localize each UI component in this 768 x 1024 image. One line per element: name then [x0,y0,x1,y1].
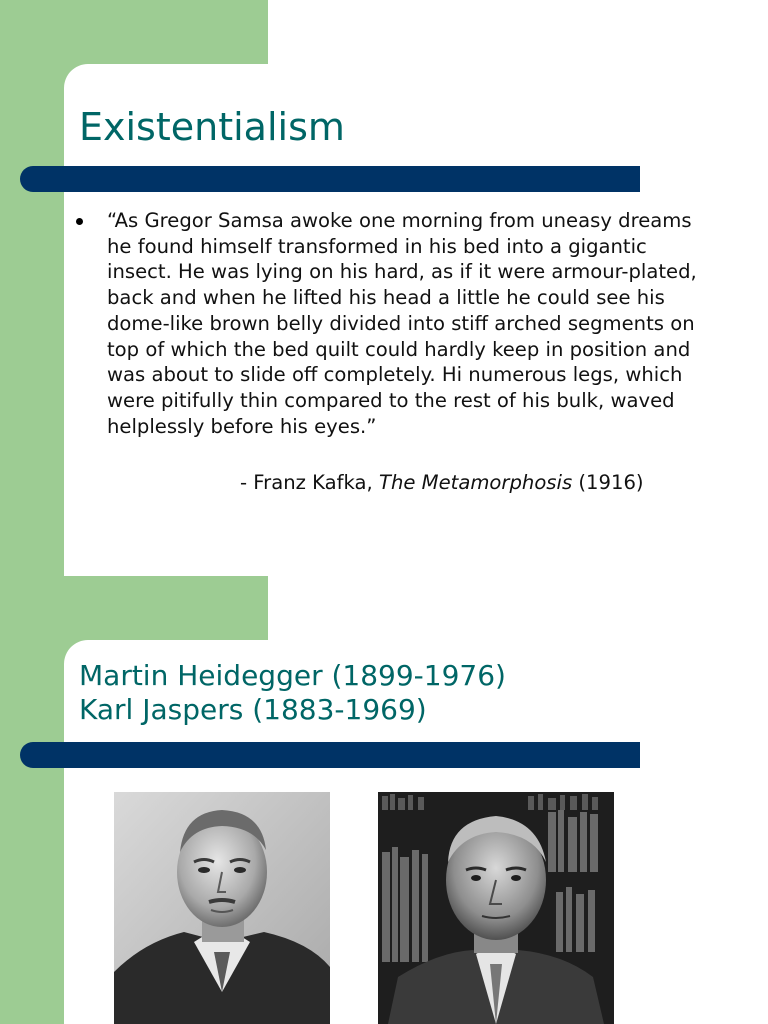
heidegger-photo [114,792,330,1024]
attribution-year: (1916) [572,471,644,494]
title-rule [20,166,640,192]
attribution-work-title: The Metamorphosis [379,471,573,494]
kafka-quote: “As Gregor Samsa awoke one morning from uneasy dreams he found himself transformed in his bed into a gigantic insect. He was lying on his hard, as if it were armour-plated, back and when he lifted his head a little he could see his dome-like brown belly divided into stiff arched segments on top of which the bed quilt could hardly keep in position and was about to slide off completely. Hi numerous legs, which were pitifully thin compared to the rest of his bulk, waved helplessly before his eyes.” [107,209,697,438]
title-line-heidegger: Martin Heidegger (1899-1976) [79,659,506,692]
title-line-jaspers: Karl Jaspers (1883-1969) [79,693,427,726]
title-rule [20,742,640,768]
quote-attribution [240,469,644,497]
bullet-dot-icon [76,218,83,225]
slide-title [79,659,506,727]
slide-heidegger-jaspers [0,576,768,1024]
slide-title: Existentialism [79,105,345,149]
attribution-author: - Franz Kafka, [240,471,380,494]
jaspers-photo [378,792,614,1024]
